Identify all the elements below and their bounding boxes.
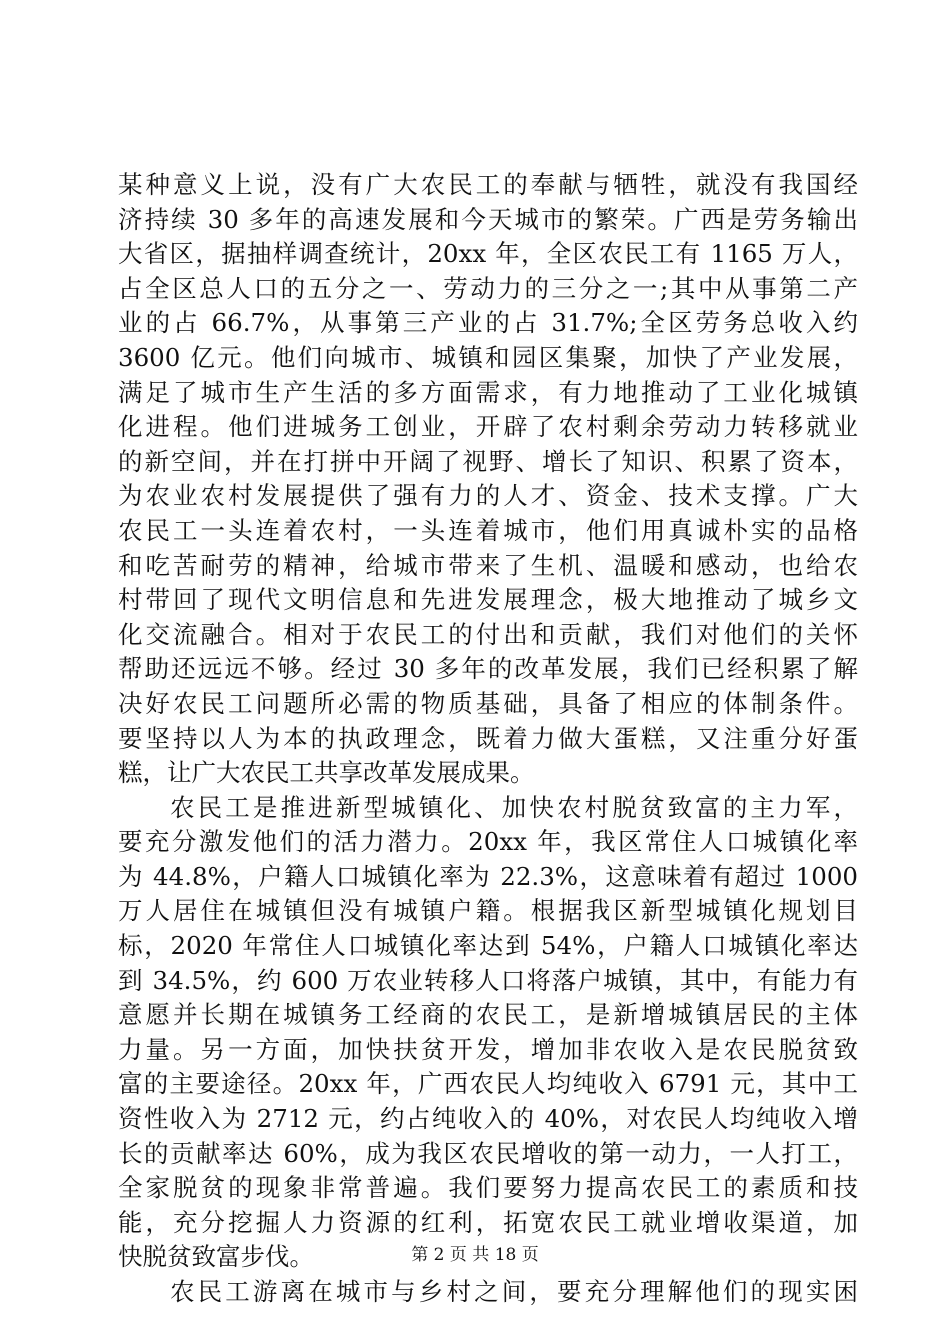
- text-line: 标，2020 年常住人口城镇化率达到 54%，户籍人口城镇化率达: [118, 931, 858, 961]
- text-line: 的新空间，并在打拼中开阔了视野、增长了知识、积累了资本，: [118, 446, 858, 476]
- text-line: 能，充分挖掘人力资源的红利，拓宽农民工就业增收渠道，加: [118, 1207, 858, 1237]
- text-line: 长的贡献率达 60%，成为我区农民增收的第一动力，一人打工，: [118, 1138, 858, 1168]
- text-line: 大省区，据抽样调查统计，20xx 年，全区农民工有 1165 万人，: [118, 239, 858, 269]
- text-line: 到 34.5%，约 600 万农业转移人口将落户城镇，其中，有能力有: [118, 965, 858, 995]
- text-line: 全家脱贫的现象非常普遍。我们要努力提高农民工的素质和技: [118, 1173, 858, 1203]
- text-line: 占全区总人口的五分之一、劳动力的三分之一;其中从事第二产: [118, 273, 858, 303]
- text-line: 化进程。他们进城务工创业，开辟了农村剩余劳动力转移就业: [118, 412, 858, 442]
- text-line: 帮助还远远不够。经过 30 多年的改革发展，我们已经积累了解: [118, 654, 858, 684]
- text-line: 为 44.8%，户籍人口城镇化率为 22.3%，这意味着有超过 1000: [118, 861, 858, 891]
- text-line: 力量。另一方面，加快扶贫开发，增加非农收入是农民脱贫致: [118, 1034, 858, 1064]
- text-line: 3600 亿元。他们向城市、城镇和园区集聚，加快了产业发展，: [118, 342, 858, 372]
- text-line: 满足了城市生产生活的多方面需求，有力地推动了工业化城镇: [118, 377, 858, 407]
- text-line: 某种意义上说，没有广大农民工的奉献与牺牲，就没有我国经: [118, 170, 858, 199]
- text-line: 万人居住在城镇但没有城镇户籍。根据我区新型城镇化规划目: [118, 896, 858, 926]
- text-line: 化交流融合。相对于农民工的付出和贡献，我们对他们的关怀: [118, 619, 858, 649]
- text-line: 村带回了现代文明信息和先进发展理念，极大地推动了城乡文: [118, 585, 858, 615]
- text-line: 农民工一头连着农村，一头连着城市，他们用真诚朴实的品格: [118, 515, 858, 545]
- text-line: 为农业农村发展提供了强有力的人才、资金、技术支撑。广大: [118, 481, 858, 511]
- text-line: 农民工游离在城市与乡村之间，要充分理解他们的现实困: [170, 1277, 858, 1306]
- page-footer: 第 2 页 共 18 页: [411, 1245, 539, 1265]
- text-line: 资性收入为 2712 元，约占纯收入的 40%，对农民人均纯收入增: [118, 1104, 858, 1134]
- text-line: 要充分激发他们的活力潜力。20xx 年，我区常住人口城镇化率: [118, 827, 858, 857]
- text-line: 意愿并长期在城镇务工经商的农民工，是新增城镇居民的主体: [118, 1000, 858, 1030]
- body-text: [118, 168, 858, 1310]
- text-line: 决好农民工问题所必需的物质基础，具备了相应的体制条件。: [118, 688, 858, 718]
- text-line: 糕，让广大农民工共享改革发展成果。: [118, 758, 535, 788]
- text-line: 济持续 30 多年的高速发展和今天城市的繁荣。广西是劳务输出: [118, 204, 858, 234]
- text-line: 农民工是推进新型城镇化、加快农村脱贫致富的主力军，: [170, 792, 858, 822]
- text-line: 业的占 66.7%，从事第三产业的占 31.7%;全区劳务总收入约: [118, 308, 858, 338]
- text-line: 快脱贫致富步伐。: [118, 1242, 314, 1272]
- text-line: 要坚持以人为本的执政理念，既着力做大蛋糕，又注重分好蛋: [118, 723, 858, 753]
- text-line: 和吃苦耐劳的精神，给城市带来了生机、温暖和感动，也给农: [118, 550, 858, 580]
- text-line: 富的主要途径。20xx 年，广西农民人均纯收入 6791 元，其中工: [118, 1069, 858, 1099]
